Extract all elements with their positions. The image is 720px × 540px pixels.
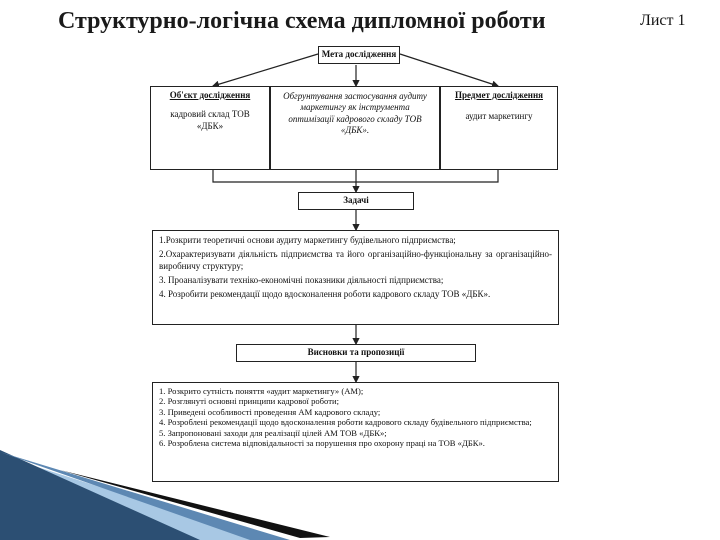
task-item: 2.Охарактеризувати діяльність підприємства та його організаційно-функціональну за організаційно-виробничу структуру; bbox=[159, 249, 552, 271]
subject-text: аудит маркетингу bbox=[465, 111, 533, 122]
tasks-label-box: Задачі bbox=[298, 192, 414, 210]
object-text: кадровий склад ТОВ «ДБК» bbox=[170, 109, 250, 131]
conclusions-label-box: Висновки та пропозиції bbox=[236, 344, 476, 362]
conclusion-item: 3. Приведені особливості проведення АМ кадрового складу; bbox=[159, 406, 381, 417]
sheet-label: Лист 1 bbox=[640, 12, 686, 29]
conclusion-item: 1. Розкрито сутність поняття «аудит маркетингу» (АМ); bbox=[159, 386, 364, 396]
subject-heading: Предмет дослідження bbox=[454, 90, 544, 100]
arrow-goal-object bbox=[213, 54, 318, 86]
arrow-goal-subject bbox=[400, 54, 498, 86]
tasks-list-box bbox=[152, 230, 559, 325]
conclusion-item: 6. Розроблена система відповідальності за порушення про охорону праці на ТОВ «ДБК». bbox=[159, 438, 485, 449]
conclusion-item: 2. Розглянуті основні принципи кадрової роботи; bbox=[159, 396, 339, 407]
task-item: 3. Проаналізувати техніко-економічні показники діяльності підприємства; bbox=[159, 274, 444, 285]
object-heading: Об'єкт дослідження bbox=[169, 90, 251, 100]
slide-title: Структурно-логічна схема дипломної роботи bbox=[58, 8, 546, 34]
object-box bbox=[150, 86, 270, 170]
task-item: 4. Розробити рекомендації щодо вдосконалення роботи кадрового складу ТОВ «ДБК». bbox=[159, 289, 491, 299]
middle-box bbox=[270, 86, 440, 170]
conclusion-item: 5. Запропоновані заходи для реалізації цілей АМ ТОВ «ДБК»; bbox=[159, 427, 387, 438]
conclusion-item: 4. Розроблені рекомендації щодо вдосконалення роботи кадрового складу будівельного підприємства; bbox=[159, 417, 532, 428]
middle-text: Обгрунтування застосування аудиту маркетингу як інструмента оптимізації кадрового складу ТОВ «ДБК». bbox=[283, 91, 427, 135]
conclusions-list-box bbox=[152, 382, 559, 482]
goal-box: Мета дослідження bbox=[318, 46, 400, 64]
task-item: 1.Розкрити теоретичні основи аудиту маркетингу будівельного підприємства; bbox=[159, 235, 456, 245]
subject-box bbox=[440, 86, 558, 170]
